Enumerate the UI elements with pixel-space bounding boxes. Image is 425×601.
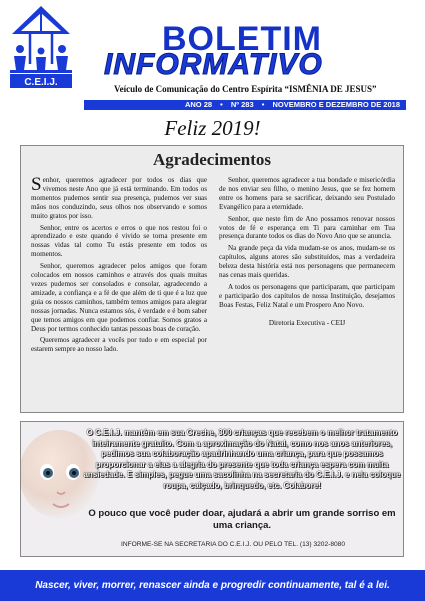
article-columns <box>31 176 395 406</box>
newsletter-title: BOLETIM <box>162 20 322 58</box>
article-signature: Diretoria Executiva - CEIJ <box>268 318 346 327</box>
issue-number: Nº 283 <box>230 100 254 109</box>
issue-separator: • <box>261 100 265 109</box>
logo-text: C.E.I.J. <box>24 77 58 88</box>
donation-promo <box>20 421 404 557</box>
drop-cap: S <box>31 174 42 195</box>
promo-contact-info: INFORME-SE NA SECRETARIA DO C.E.I.J. OU PELO TEL. (13) 3202-8080 <box>120 541 345 548</box>
article-paragraph: Senhor, queremos agradecer a tua bondade e misericórdia de nos enviar seu filho, o menino Jesus, que se fez homem entre os homens para se sacrificar, deixando seu Postulado Evangélico para a eternidade. <box>219 176 395 211</box>
article-paragraph: Senhor, entre os acertos e erros o que nos restou foi o aprendizado e este quando é vivido se torna presente em nossas vidas tal como Tu estás presente em todos os momentos. <box>31 223 207 259</box>
issue-months: NOVEMBRO E DEZEMBRO DE 2018 <box>272 100 400 109</box>
promo-call-to-action: O pouco que você puder doar, ajudará a abrir um grande sorriso em uma criança. <box>88 508 396 531</box>
article-paragraph: Na grande peça da vida mudam-se os anos, mudam-se os capítulos, alguns atores são substituídos, mas a verdadeira beleza desta história está nos personagens que permanecem nas cenas mais queridas. <box>219 244 395 280</box>
footer-motto: Nascer, viver, morrer, renascer ainda e progredir continuamente, tal é a lei. <box>0 570 425 601</box>
article-right-column <box>219 176 395 406</box>
issue-separator: • <box>220 100 223 109</box>
article-paragraph: Senhor, que neste fim de Ano possamos renovar nossos votos de fé e esperança em Ti para caminhar em Tua presença durante todos os dias do Novo Ano que se anuncia. <box>219 214 395 241</box>
promo-text: O C.E.I.J. mantém em sua Creche, 300 crianças que recebem o melhor tratamento inteiramente gratuito. Com a aproximação do Natal, como nos anos anteriores, pedimos sua colaboração apadrinhando uma criança, para que possamos proporcionar a elas a alegria do presente que toda criança espera com muita ansiedade. E simples, pegue uma sacolinha na secretaria do C.E.I.J. e nela coloque roupa, calçado, brinquedo, etc. Colabore! <box>83 428 401 490</box>
article-box <box>20 145 404 413</box>
article-paragraph: Senhor, queremos agradecer pelos amigos que foram colocados em nossos caminhos e através dos quais muitas vezes pudemos ser consolados e consolar, agradecendo a amizade, a confiança e a fé de que além de ti que é a luz que guia os nossos caminhos, também temos amigos para alegrar nossas jornadas. Nunca estamos sós, é verdade e é bom saber que temos amigos em que podemos confiar. Somos gratos a Deus por termos conhecido tantas pessoas boas de coração. <box>31 262 207 333</box>
greeting-heading: Feliz 2019! <box>164 116 261 140</box>
newsletter-subtitle-title: INFORMATIVO <box>104 48 323 81</box>
issue-bar <box>84 100 406 110</box>
article-title: Agradecimentos <box>152 150 272 169</box>
article-left-column <box>31 176 207 406</box>
publisher-line: Veículo de Comunicação do Centro Espírita “ISMÊNIA DE JESUS” <box>114 84 377 94</box>
article-paragraph: Queremos agradecer a vocês por tudo e em especial por estarem sempre ao nosso lado. <box>31 336 207 354</box>
ceij-logo <box>8 4 74 90</box>
issue-year: ANO 28 <box>184 100 213 109</box>
article-paragraph: A todos os personagens que participaram, que participam e participarão dos capítulos de nossa Instituição, desejamos Boas Festas, Feliz Natal e um Prospero Ano Novo. <box>219 282 395 309</box>
article-paragraph: Senhor, queremos agradecer por todos os dias que vivemos neste Ano que já está terminando. Em todos os momentos pudemos sentir sua presença, pudemos ver suas mãos nos conduzindo, seus olhos nos observando e somos muito gratos por isso. <box>31 174 207 220</box>
